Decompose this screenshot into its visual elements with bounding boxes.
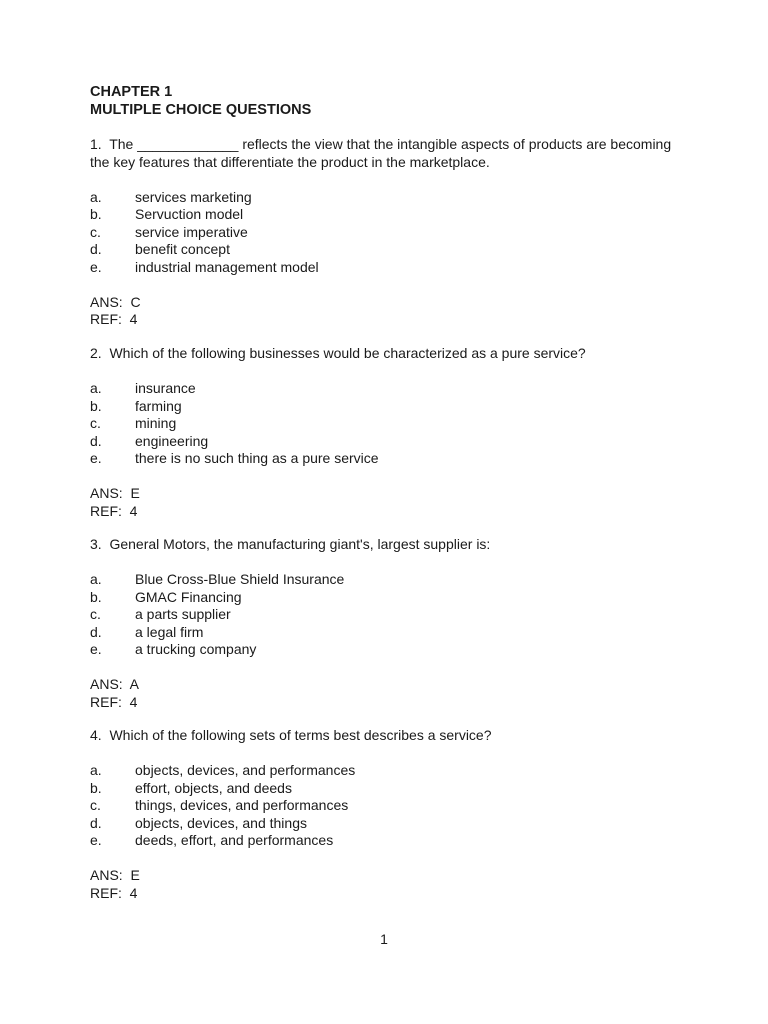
option-text: a trucking company xyxy=(135,641,257,657)
option-a xyxy=(90,571,690,589)
option-text: things, devices, and performances xyxy=(135,797,349,813)
answer-key xyxy=(90,867,690,902)
option-e xyxy=(90,641,690,659)
option-text: benefit concept xyxy=(135,241,230,257)
option-letter: b. xyxy=(90,397,102,414)
answer-options xyxy=(90,571,690,659)
answer-line: ANS: E xyxy=(90,867,140,883)
option-text: farming xyxy=(135,397,182,414)
option-letter: d. xyxy=(90,623,102,640)
question-3 xyxy=(90,536,690,711)
question-1 xyxy=(90,136,690,329)
option-a xyxy=(90,380,690,398)
answer-options xyxy=(90,380,690,468)
option-letter: d. xyxy=(90,432,102,449)
option-letter: e. xyxy=(90,832,102,848)
option-c xyxy=(90,224,690,242)
option-text: effort, objects, and deeds xyxy=(135,779,292,796)
answer-line: ANS: A xyxy=(90,676,140,692)
option-b xyxy=(90,398,690,416)
option-text: Blue Cross-Blue Shield Insurance xyxy=(135,571,345,587)
option-text: a parts supplier xyxy=(135,606,231,622)
option-letter: c. xyxy=(90,223,101,240)
option-text: deeds, effort, and performances xyxy=(135,832,334,848)
option-letter: b. xyxy=(90,779,102,796)
option-b xyxy=(90,206,690,224)
option-c xyxy=(90,797,690,815)
answer-options xyxy=(90,189,690,277)
option-letter: c. xyxy=(90,415,101,431)
option-d xyxy=(90,241,690,259)
question-stem: 1. The _____________ reflects the view that the intangible aspects of products are becoming the key features that differentiate the product in the marketplace. xyxy=(90,136,676,170)
option-text: services marketing xyxy=(135,188,252,205)
option-text: objects, devices, and performances xyxy=(135,762,356,778)
reference-line: REF: 4 xyxy=(90,693,138,710)
answer-line: ANS: C xyxy=(90,293,141,310)
option-letter: e. xyxy=(90,641,102,657)
option-e xyxy=(90,259,690,277)
reference-line: REF: 4 xyxy=(90,311,138,327)
option-letter: a. xyxy=(90,762,102,778)
answer-key xyxy=(90,485,690,520)
option-d xyxy=(90,624,690,642)
answer-key xyxy=(90,294,690,329)
option-text: Servuction model xyxy=(135,206,244,222)
option-d xyxy=(90,815,690,833)
page-number: 1 xyxy=(380,931,388,947)
option-b xyxy=(90,780,690,798)
answer-options xyxy=(90,762,690,850)
answer-key xyxy=(90,676,690,711)
option-letter: c. xyxy=(90,797,101,813)
option-c xyxy=(90,415,690,433)
reference-line: REF: 4 xyxy=(90,502,138,519)
option-a xyxy=(90,762,690,780)
option-letter: e. xyxy=(90,258,102,275)
reference-line: REF: 4 xyxy=(90,884,138,901)
option-letter: c. xyxy=(90,606,101,622)
option-b xyxy=(90,589,690,607)
option-letter: d. xyxy=(90,241,102,257)
option-letter: b. xyxy=(90,206,102,222)
option-d xyxy=(90,433,690,451)
option-text: service imperative xyxy=(135,223,248,240)
option-letter: a. xyxy=(90,188,102,205)
section-title: MULTIPLE CHOICE QUESTIONS xyxy=(90,102,312,118)
question-4 xyxy=(90,727,690,902)
question-stem: 4. Which of the following sets of terms best describes a service? xyxy=(90,727,492,743)
option-c xyxy=(90,606,690,624)
option-letter: a. xyxy=(90,380,102,396)
option-e xyxy=(90,450,690,468)
question-stem: 2. Which of the following businesses would be characterized as a pure service? xyxy=(90,345,586,361)
option-text: there is no such thing as a pure service xyxy=(135,450,379,466)
option-letter: e. xyxy=(90,450,102,466)
option-text: engineering xyxy=(135,432,209,449)
option-e xyxy=(90,832,690,850)
option-text: GMAC Financing xyxy=(135,588,242,605)
option-text: insurance xyxy=(135,380,196,396)
option-text: industrial management model xyxy=(135,258,319,275)
answer-line: ANS: E xyxy=(90,485,140,501)
option-a xyxy=(90,189,690,207)
option-letter: b. xyxy=(90,588,102,605)
option-letter: a. xyxy=(90,571,102,587)
question-2 xyxy=(90,345,690,520)
question-stem: 3. General Motors, the manufacturing giant's, largest supplier is: xyxy=(90,536,491,552)
option-text: mining xyxy=(135,415,177,431)
chapter-title: CHAPTER 1 xyxy=(90,84,173,100)
option-letter: d. xyxy=(90,814,102,831)
option-text: objects, devices, and things xyxy=(135,814,307,831)
option-text: a legal firm xyxy=(135,623,204,640)
